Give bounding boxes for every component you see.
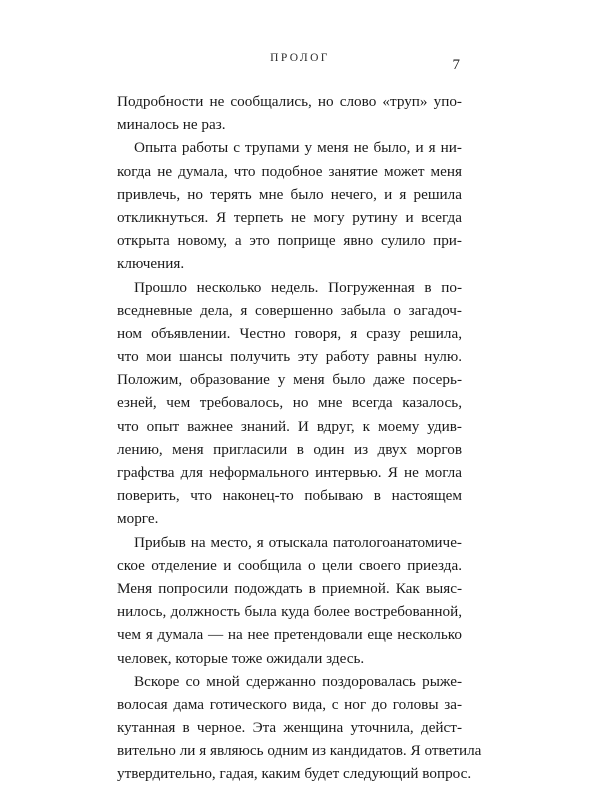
text-line: Меня попросили подождать в приемной. Как выяс- — [117, 579, 462, 597]
text-line: лению, меня пригласили в один из двух моргов — [117, 440, 462, 458]
text-line: утвердительно, гадая, каким будет следующий вопрос. — [117, 765, 472, 783]
text-line: миналось не раз. — [117, 116, 226, 134]
text-line: вседневные дела, я совершенно забыла о загадоч- — [117, 301, 462, 319]
text-line: Опыта работы с трупами у меня не было, и я ни- — [134, 139, 462, 157]
text-line: Прошло несколько недель. Погруженная в по- — [134, 278, 462, 296]
text-line: графства для неформального интервью. Я не могла — [117, 464, 462, 481]
text-line: человек, которые тоже ожидали здесь. — [117, 649, 365, 667]
text-line: ключения. — [117, 255, 185, 273]
text-line: Вскоре со мной сдержанно поздоровалась рыже- — [134, 672, 462, 690]
text-line: Прибыв на место, я отыскала патологоанатомиче- — [134, 533, 462, 551]
text-line: откликнуться. Я терпеть не могу рутину и всегда — [117, 208, 462, 226]
text-line: ское отделение и сообщила о цели своего приезда. — [117, 556, 462, 574]
text-line: ном объявлении. Честно говоря, я сразу решила, — [117, 324, 462, 342]
text-line: когда не думала, что подобное занятие может меня — [117, 162, 462, 180]
body-text — [117, 90, 482, 786]
text-line: вительно ли я являюсь одним из кандидатов. Я ответила — [117, 742, 482, 760]
text-line: волосая дама готического вида, с ног до головы за- — [117, 695, 462, 713]
text-line: открыта новому, а это поприще явно сулило при- — [117, 232, 462, 250]
text-line: езней, чем требовалось, но мне всегда казалось, — [117, 394, 462, 412]
text-line: поверить, что наконец-то побываю в настоящем — [117, 487, 462, 505]
text-line: морге. — [117, 510, 159, 528]
text-line: чем я думала — на нее претендовали еще несколько — [117, 626, 462, 644]
text-line: что опыт важнее знаний. И вдруг, к моему удив- — [117, 417, 462, 435]
paragraph-1 — [117, 90, 462, 136]
running-head: ПРОЛОГ — [270, 52, 330, 64]
text-line: Подробности не сообщались, но слово «труп» упо- — [117, 93, 462, 110]
text-line: нилось, должность была куда более востребованной, — [117, 603, 462, 621]
text-line: что мои шансы получить эту работу равны нулю. — [117, 348, 462, 366]
text-line: привлечь, но терять мне было нечего, и я решила — [117, 185, 462, 203]
text-line: Положим, образование у меня было даже посерь- — [117, 371, 462, 389]
paragraph-5 — [117, 670, 482, 786]
text-line: кутанная в черное. Эта женщина уточнила, дейст- — [117, 719, 462, 737]
page-number: 7 — [452, 57, 460, 73]
paragraph-3 — [117, 276, 462, 531]
paragraph-4 — [117, 531, 462, 670]
paragraph-2 — [117, 136, 462, 275]
